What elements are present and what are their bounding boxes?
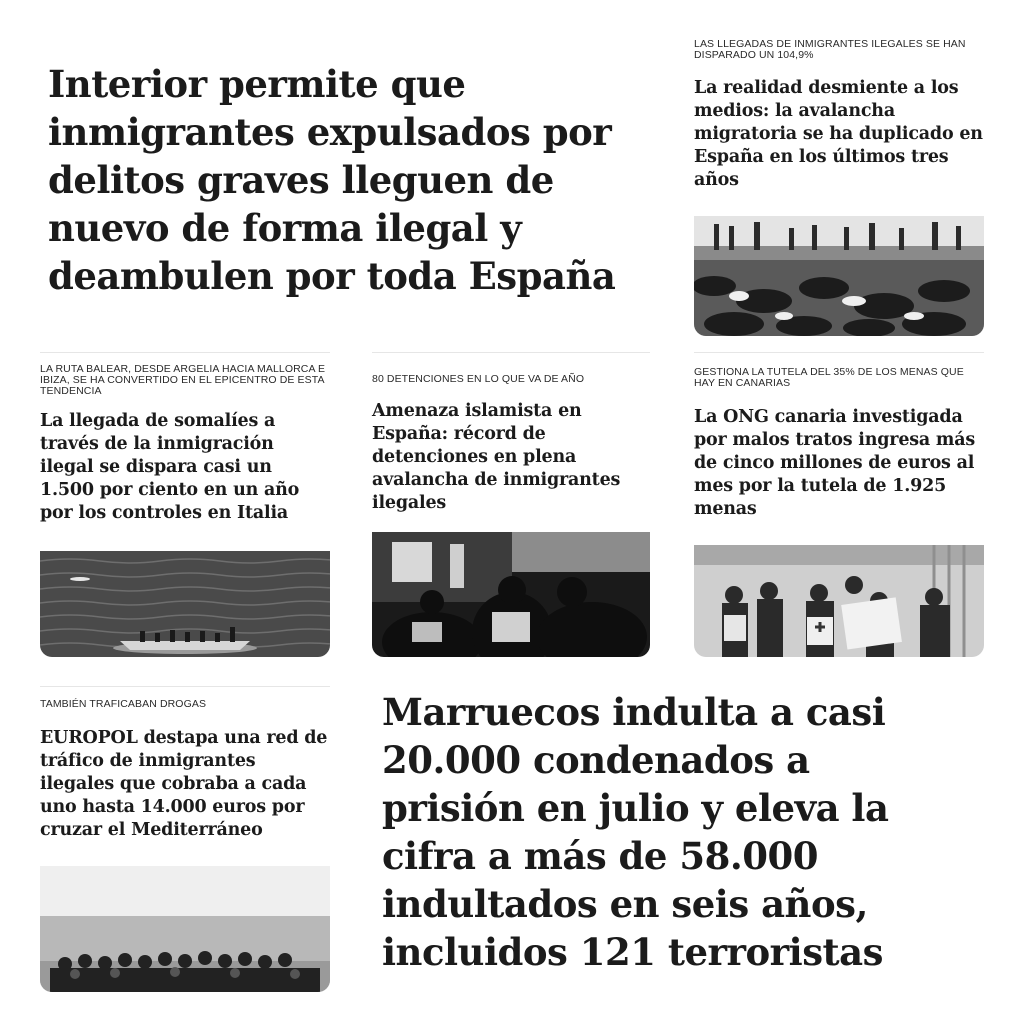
red-cross-volunteers-photo xyxy=(694,545,984,657)
story-4-kicker: GESTIONA LA TUTELA DEL 35% DE LOS MENAS QUE HAY EN CANARIAS xyxy=(694,366,964,389)
police-arrest-photo xyxy=(372,532,650,657)
story-1-image[interactable] xyxy=(694,216,984,336)
story-2-headline[interactable]: La llegada de somalíes a través de la inmigración ilegal se dispara casi un 1.500 por ciento en un año por los controles en Italia xyxy=(40,411,300,523)
story-3-kicker: 80 DETENCIONES EN LO QUE VA DE AÑO xyxy=(372,373,585,385)
migrants-on-seawall-photo xyxy=(694,216,984,336)
story-5-image[interactable] xyxy=(40,866,330,992)
separator xyxy=(40,352,330,353)
story-1-headline[interactable]: La realidad desmiente a los medios: la avalancha migratoria se ha duplicado en España en los últimos tres años xyxy=(694,78,983,190)
story-1-kicker: LAS LLEGADAS DE INMIGRANTES ILEGALES SE HAN DISPARADO UN 104,9% xyxy=(694,38,966,61)
story-5-headline[interactable]: EUROPOL destapa una red de tráfico de inmigrantes ilegales que cobraba a cada uno hasta 14.000 euros por cruzar el Mediterráneo xyxy=(40,728,328,840)
story-3-image[interactable] xyxy=(372,532,650,657)
main-headline[interactable]: Interior permite que inmigrantes expulsados por delitos graves lleguen de nuevo de forma ilegal y deambulen por toda España xyxy=(48,62,616,298)
story-2-kicker: LA RUTA BALEAR, DESDE ARGELIA HACIA MALLORCA E IBIZA, SE HA CONVERTIDO EN EL EPICENTRO DE ESTA TENDENCIA xyxy=(40,363,326,397)
separator xyxy=(40,686,330,687)
crowded-boat-photo xyxy=(40,866,330,992)
story-4-image[interactable] xyxy=(694,545,984,657)
story-5-kicker: TAMBIÉN TRAFICABAN DROGAS xyxy=(40,698,207,710)
boat-at-sea-photo xyxy=(40,551,330,657)
story-4-headline[interactable]: La ONG canaria investigada por malos tratos ingresa más de cinco millones de euros al mes por la tutela de 1.925 menas xyxy=(694,407,976,519)
second-big-headline[interactable]: Marruecos indulta a casi 20.000 condenados a prisión en julio y eleva la cifra a más de 58.000 indultados en seis años, incluidos 121 terroristas xyxy=(382,690,889,974)
story-2-image[interactable] xyxy=(40,551,330,657)
separator xyxy=(372,352,650,353)
story-3-headline[interactable]: Amenaza islamista en España: récord de detenciones en plena avalancha de inmigrantes ilegales xyxy=(372,401,621,513)
separator xyxy=(694,352,984,353)
